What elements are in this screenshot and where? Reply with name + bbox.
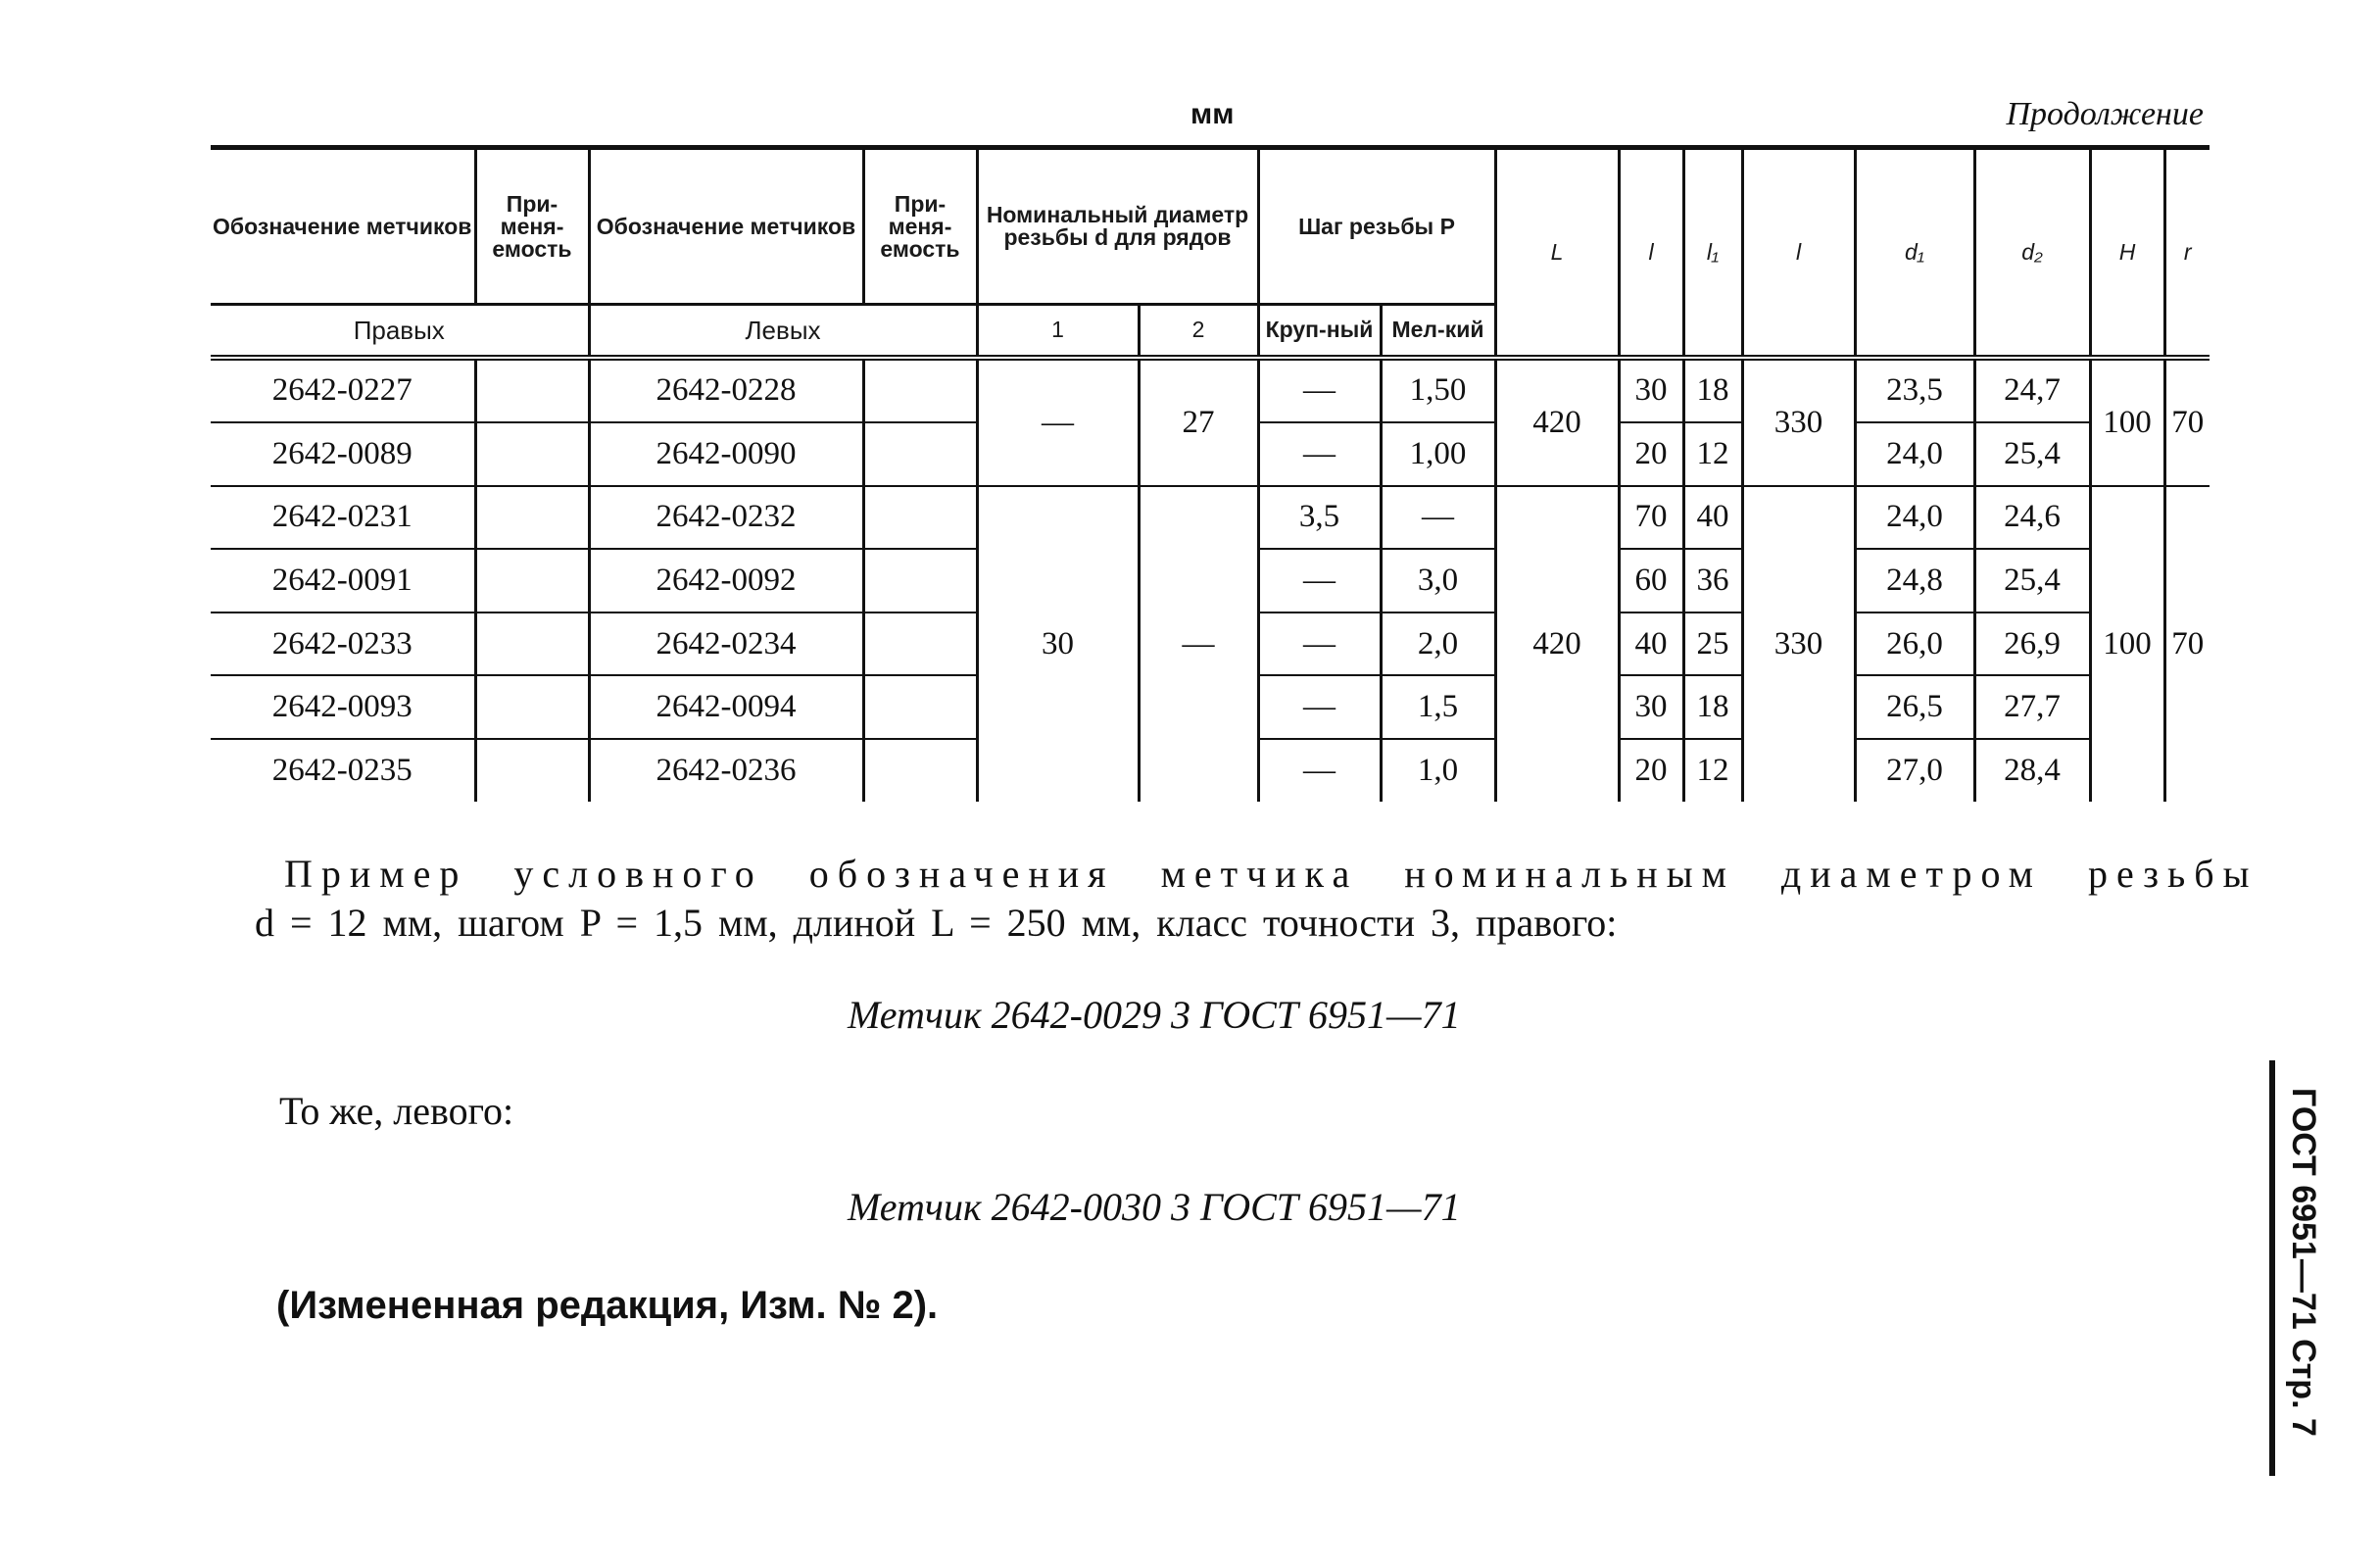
designation-left: Метчик 2642-0030 3 ГОСТ 6951—71 bbox=[848, 1185, 1461, 1229]
cell-fine: 1,50 bbox=[1381, 358, 1495, 423]
header-designation-right: Обозначение метчиков bbox=[211, 148, 475, 305]
cell-H-group2: 100 bbox=[2090, 486, 2164, 802]
cell-l1: 36 bbox=[1683, 549, 1742, 612]
cell-left: 2642-0232 bbox=[589, 486, 863, 550]
header-r: r bbox=[2164, 148, 2210, 358]
cell-L-group1: 420 bbox=[1495, 358, 1619, 486]
cell-fine: — bbox=[1381, 486, 1495, 550]
cell-coarse: — bbox=[1258, 549, 1381, 612]
header-l-total: l bbox=[1742, 148, 1855, 358]
cell-applicability bbox=[475, 739, 589, 802]
cell-applicability-2 bbox=[863, 486, 977, 550]
cell-d1: 24,0 bbox=[1855, 422, 1974, 486]
example-line-2: d = 12 мм, шагом P = 1,5 мм, длиной L = 250 мм, класс точности 3, правого: bbox=[255, 901, 1618, 945]
cell-l: 20 bbox=[1619, 739, 1683, 802]
cell-left: 2642-0090 bbox=[589, 422, 863, 486]
cell-applicability bbox=[475, 549, 589, 612]
continued-label: Продолжение bbox=[2006, 96, 2204, 132]
header-pitch: Шаг резьбы P bbox=[1258, 148, 1495, 305]
cell-coarse: — bbox=[1258, 612, 1381, 676]
cell-l: 30 bbox=[1619, 675, 1683, 739]
header-nominal-diameter: Номинальный диаметр резьбы d для рядов bbox=[977, 148, 1258, 305]
cell-applicability bbox=[475, 675, 589, 739]
cell-l1: 25 bbox=[1683, 612, 1742, 676]
cell-applicability-2 bbox=[863, 739, 977, 802]
cell-fine: 2,0 bbox=[1381, 612, 1495, 676]
cell-coarse: — bbox=[1258, 739, 1381, 802]
cell-right: 2642-0227 bbox=[211, 358, 475, 423]
cell-applicability bbox=[475, 486, 589, 550]
cell-l: 30 bbox=[1619, 358, 1683, 423]
cell-l1: 12 bbox=[1683, 422, 1742, 486]
cell-d1: 26,0 bbox=[1855, 612, 1974, 676]
cell-r-group2: 70 bbox=[2164, 486, 2210, 802]
cell-applicability bbox=[475, 358, 589, 423]
units-label: мм bbox=[1190, 98, 1235, 130]
cell-fine: 1,5 bbox=[1381, 675, 1495, 739]
cell-d1: 24,8 bbox=[1855, 549, 1974, 612]
cell-d2: 28,4 bbox=[1974, 739, 2090, 802]
cell-H-group1: 100 bbox=[2090, 358, 2164, 486]
cell-left: 2642-0236 bbox=[589, 739, 863, 802]
cell-row2-group1: 27 bbox=[1139, 358, 1258, 486]
cell-l: 60 bbox=[1619, 549, 1683, 612]
cell-applicability-2 bbox=[863, 422, 977, 486]
cell-d1: 24,0 bbox=[1855, 486, 1974, 550]
cell-d2: 24,7 bbox=[1974, 358, 2090, 423]
cell-fine: 1,00 bbox=[1381, 422, 1495, 486]
cell-l1: 18 bbox=[1683, 358, 1742, 423]
header-d2: d₂ bbox=[1974, 148, 2090, 358]
cell-l: 70 bbox=[1619, 486, 1683, 550]
cell-right: 2642-0233 bbox=[211, 612, 475, 676]
cell-l1: 40 bbox=[1683, 486, 1742, 550]
cell-applicability bbox=[475, 612, 589, 676]
cell-d2: 25,4 bbox=[1974, 422, 2090, 486]
header-d1: d₁ bbox=[1855, 148, 1974, 358]
header-l: l bbox=[1619, 148, 1683, 358]
cell-d2: 24,6 bbox=[1974, 486, 2090, 550]
cell-l: 40 bbox=[1619, 612, 1683, 676]
side-rule bbox=[2269, 1060, 2275, 1476]
cell-left: 2642-0228 bbox=[589, 358, 863, 423]
cell-row2-group2: — bbox=[1139, 486, 1258, 802]
cell-d2: 25,4 bbox=[1974, 549, 2090, 612]
cell-fine: 3,0 bbox=[1381, 549, 1495, 612]
cell-row1-group1: — bbox=[977, 358, 1139, 486]
cell-l-total-group2: 330 bbox=[1742, 486, 1855, 802]
header-applicability: При-меня-емость bbox=[475, 148, 589, 305]
page-reference: ГОСТ 6951—71 Стр. 7 bbox=[2285, 1088, 2322, 1437]
header-row-2: 2 bbox=[1139, 305, 1258, 358]
cell-coarse: — bbox=[1258, 358, 1381, 423]
cell-d2: 27,7 bbox=[1974, 675, 2090, 739]
cell-right: 2642-0235 bbox=[271, 752, 413, 788]
designation-right: Метчик 2642-0029 3 ГОСТ 6951—71 bbox=[848, 993, 1461, 1037]
header-row-1: 1 bbox=[977, 305, 1139, 358]
cell-left: 2642-0234 bbox=[589, 612, 863, 676]
cell-left: 2642-0094 bbox=[589, 675, 863, 739]
same-left-label: То же, левого: bbox=[279, 1089, 514, 1133]
cell-applicability-2 bbox=[863, 612, 977, 676]
cell-left: 2642-0092 bbox=[589, 549, 863, 612]
cell-d1: 26,5 bbox=[1855, 675, 1974, 739]
cell-d1: 27,0 bbox=[1855, 739, 1974, 802]
cell-l1: 18 bbox=[1683, 675, 1742, 739]
header-H: H bbox=[2090, 148, 2164, 358]
cell-applicability-2 bbox=[863, 549, 977, 612]
tap-spec-table bbox=[211, 145, 2210, 802]
revision-note: (Измененная редакция, Изм. № 2). bbox=[276, 1284, 939, 1327]
cell-right: 2642-0091 bbox=[211, 549, 475, 612]
cell-l1: 12 bbox=[1683, 739, 1742, 802]
cell-r-group1: 70 bbox=[2164, 358, 2210, 486]
cell-L-group2: 420 bbox=[1495, 486, 1619, 802]
header-left: Левых bbox=[589, 305, 977, 358]
cell-l-total-group1: 330 bbox=[1742, 358, 1855, 486]
cell-d2: 26,9 bbox=[1974, 612, 2090, 676]
cell-row1-group2: 30 bbox=[977, 486, 1139, 802]
cell-applicability bbox=[475, 422, 589, 486]
table-row bbox=[211, 486, 2210, 550]
cell-coarse: — bbox=[1258, 675, 1381, 739]
header-right: Правых bbox=[211, 305, 589, 358]
cell-right: 2642-0089 bbox=[211, 422, 475, 486]
cell-coarse: — bbox=[1258, 422, 1381, 486]
header-fine: Мел-кий bbox=[1381, 305, 1495, 358]
cell-coarse: 3,5 bbox=[1258, 486, 1381, 550]
cell-d1: 23,5 bbox=[1855, 358, 1974, 423]
cell-applicability-2 bbox=[863, 675, 977, 739]
header-coarse: Круп-ный bbox=[1258, 305, 1381, 358]
cell-applicability-2 bbox=[863, 358, 977, 423]
cell-right: 2642-0231 bbox=[211, 486, 475, 550]
cell-l: 20 bbox=[1619, 422, 1683, 486]
header-l1: l₁ bbox=[1683, 148, 1742, 358]
header-designation-left: Обозначение метчиков bbox=[589, 148, 863, 305]
cell-fine: 1,0 bbox=[1381, 739, 1495, 802]
header-L: L bbox=[1495, 148, 1619, 358]
table-row bbox=[211, 358, 2210, 423]
example-line-1: Пример условного обозначения метчика номинальным диаметром резьбы bbox=[284, 852, 2259, 896]
cell-right: 2642-0093 bbox=[211, 675, 475, 739]
header-applicability-2: При-меня-емость bbox=[863, 148, 977, 305]
